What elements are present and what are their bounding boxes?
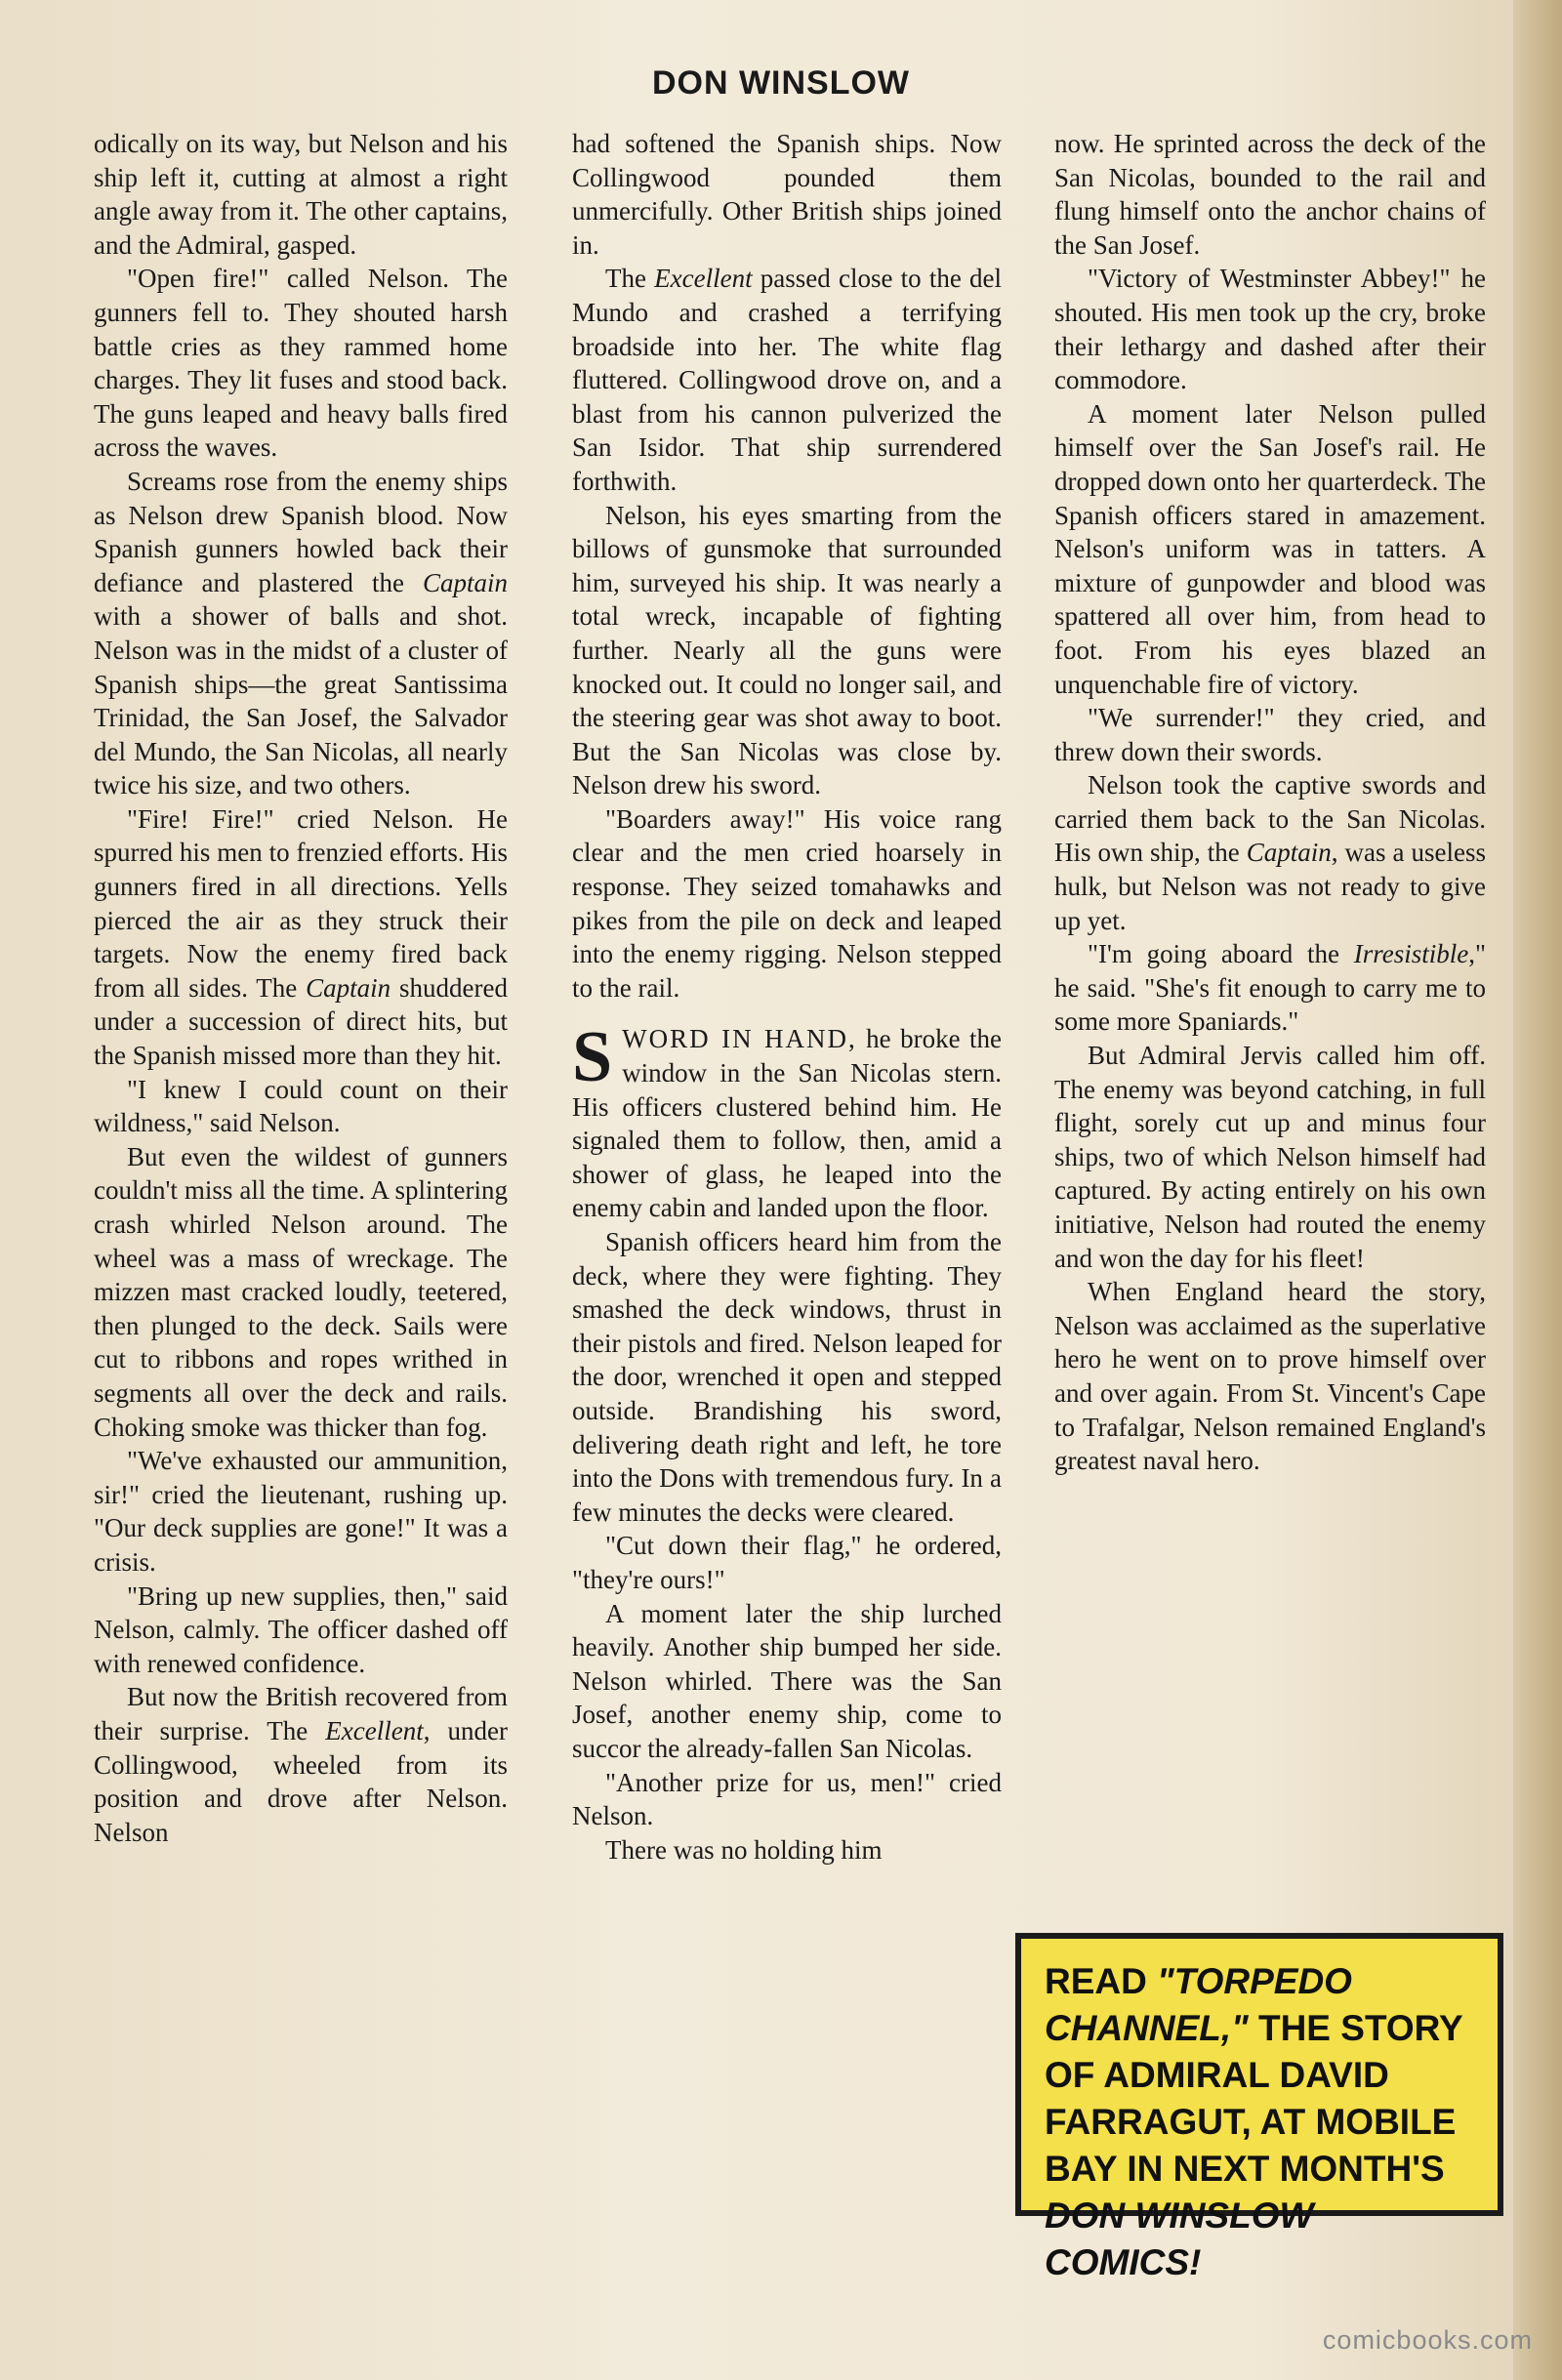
ad-read-text: READ: [1045, 1961, 1158, 2001]
paragraph: "Open fire!" called Nelson. The gunners fell to. They shouted harsh battle cries as they rammed home charges. They lit fuses and stood back. The guns leaped and heavy balls fired across the waves.: [94, 264, 508, 463]
ship-name: Excellent: [325, 1715, 424, 1745]
text-run: , was a useless hulk, but Nelson was not ready to give up yet.: [1054, 838, 1487, 935]
paragraph: "Cut down their flag," he ordered, "they're ours!": [572, 1531, 1002, 1594]
paragraph: But even the wildest of gunners couldn't miss all the time. A splintering crash whirled Nelson around. The wheel was a mass of wreckage. The mizzen mast cracked loudly, teetered, then plunged to the deck. Sails were cut to ribbons and ropes writhed in segments all over the deck and rails. Choking smoke was thicker than fog.: [94, 1141, 508, 1442]
paragraph: odically on its way, but Nelson and his ship left it, cutting at almost a right angle away from it. The other captains, and the Admiral, gasped.: [94, 129, 508, 260]
page-header: DON WINSLOW: [651, 64, 911, 102]
text-run: shuddered under a succession of direct hits, but the Spanish missed more than they hit.: [94, 972, 508, 1071]
section-lead-caps: WORD IN HAND,: [622, 1024, 857, 1054]
ad-story-title: "TORPEDO CHANNEL,": [1045, 1961, 1352, 2048]
text-run: passed close to the del Mundo and crashed a terrifying broadside into her. The white flag fluttered. Collingwood drove on, and a blast from his cannon pulverized the San Isidor. That ship surrendered forthwith.: [572, 264, 1002, 496]
next-issue-ad-box: [1015, 1933, 1503, 2282]
ship-name: Captain: [422, 567, 508, 597]
paragraph: [1054, 768, 1486, 937]
paragraph: "We surrender!" they cried, and threw down their swords.: [1054, 703, 1486, 766]
text-run: with a shower of balls and shot. Nelson was in the midst of a cluster of Spanish ships—the great Santissima Trinidad, the San Josef, the Salvador del Mundo, the San Nicolas, all nearly twice his size, and two others.: [94, 601, 508, 800]
ship-name: Captain: [306, 972, 391, 1003]
text-run: "I'm going aboard the: [1088, 939, 1354, 969]
text-run: ," he said. "She's fit enough to carry me to some more Spaniards.": [1054, 939, 1486, 1037]
paragraph: Spanish officers heard him from the deck, where they were fighting. They smashed the deck windows, thrust in their pistols and fired. Nelson leaped for the door, wrenched it open and stepped outside. Brandishing his sword, delivering death right and left, he tore into the Dons with tremendous fury. In a few minutes the decks were cleared.: [572, 1227, 1002, 1527]
text-run: Nelson took the captive swords and carried them back to the San Nicolas. His own ship, the: [1054, 770, 1486, 868]
ad-comic-title: DON WINSLOW COMICS!: [1045, 2195, 1314, 2282]
ad-body-text: THE STORY OF ADMIRAL DAVID FARRAGUT, AT MOBILE BAY IN NEXT MONTH'S: [1045, 2008, 1463, 2189]
text-run: he broke the window in the San Nicolas stern. His officers clustered behind him. He signaled them to follow, then, amid a shower of glass, he leaped into the enemy cabin and landed upon the floor.: [572, 1024, 1002, 1223]
paragraph: [1054, 937, 1486, 1039]
paragraph: [572, 262, 1002, 498]
text-run: Screams rose from the enemy ships as Nelson drew Spanish blood. Now Spanish gunners howled back their defiance and plastered the: [94, 466, 508, 597]
paragraph: had softened the Spanish ships. Now Collingwood pounded them unmercifully. Other British ships joined in.: [572, 129, 1002, 260]
paragraph: A moment later Nelson pulled himself over the San Josef's rail. He dropped down onto her quarterdeck. The Spanish officers stared in amazement. Nelson's uniform was in tatters. A mixture of gunpowder and blood was spattered all over him, from head to foot. From his eyes blazed an unquenchable fire of victory.: [1054, 398, 1486, 699]
paragraph: [94, 1680, 508, 1849]
paragraph: Nelson, his eyes smarting from the billows of gunsmoke that surrounded him, surveyed his ship. It was nearly a total wreck, incapable of fighting further. Nearly all the guns were knocked out. It could no longer sail, and the steering gear was shot away to boot. But the San Nicolas was close by. Nelson drew his sword.: [572, 500, 1002, 800]
paragraph: "Another prize for us, men!" cried Nelson.: [572, 1767, 1002, 1831]
paragraph: "Boarders away!" His voice rang clear and the men cried hoarsely in response. They seized tomahawks and pikes from the pile on deck and leaped into the enemy rigging. Nelson stepped to the rail.: [572, 803, 1002, 1003]
section-opening-paragraph: [572, 1017, 1002, 1225]
section-gap: [572, 1005, 1002, 1022]
text-run: , under Collingwood, wheeled from its position and drove after Nelson. Nelson: [94, 1715, 508, 1847]
paragraph: "We've exhausted our ammunition, sir!" cried the lieutenant, rushing up. "Our deck supplies are gone!" It was a crisis.: [94, 1446, 508, 1577]
page-edge: [1513, 0, 1562, 2380]
paragraph: "I knew I could count on their wildness," said Nelson.: [94, 1074, 508, 1138]
paragraph: [94, 465, 508, 802]
paragraph: now. He sprinted across the deck of the San Nicolas, bounded to the rail and flung himself onto the anchor chains of the San Josef.: [1054, 129, 1486, 260]
watermark: comicbooks.com: [1322, 2325, 1533, 2355]
paragraph: There was no holding him: [605, 1834, 883, 1865]
text-run: "Fire! Fire!" cried Nelson. He spurred his men to frenzied efforts. His gunners fired in all directions. Yells pierced the air as they struck their targets. Now the enemy fired back from all sides. The: [94, 803, 508, 1003]
text-column-1: [94, 127, 508, 1849]
ship-name: Captain: [1246, 838, 1332, 868]
paragraph: [94, 802, 508, 1073]
text-run: But now the British recovered from their surprise. The: [94, 1682, 508, 1745]
text-column-3: [1054, 127, 1486, 1478]
paragraph: When England heard the story, Nelson was acclaimed as the superlative hero he went on to prove himself over and over again. From St. Vincent's Cape to Trafalgar, Nelson remained England's greatest naval hero.: [1054, 1277, 1486, 1476]
ship-name: Excellent: [654, 264, 753, 294]
text-column-2: [572, 127, 1002, 1867]
paragraph: But Admiral Jervis called him off. The enemy was beyond catching, in full flight, sorely cut up and minus four ships, two of which Nelson himself had captured. By acting entirely on his own initiative, Nelson had routed the enemy and won the day for his fleet!: [1054, 1041, 1486, 1273]
paragraph: A moment later the ship lurched heavily. Another ship bumped her side. Nelson whirled. There was the San Josef, another enemy ship, come to succor the already-fallen San Nicolas.: [572, 1598, 1002, 1763]
text-run: The: [605, 264, 655, 294]
ship-name: Irresistible: [1353, 939, 1469, 969]
paragraph: "Victory of Westminster Abbey!" he shouted. His men took up the cry, broke their lethargy and dashed after their commodore.: [1054, 264, 1486, 395]
paragraph: "Bring up new supplies, then," said Nelson, calmly. The officer dashed off with renewed confidence.: [94, 1580, 508, 1678]
drop-cap: S: [572, 1017, 613, 1098]
